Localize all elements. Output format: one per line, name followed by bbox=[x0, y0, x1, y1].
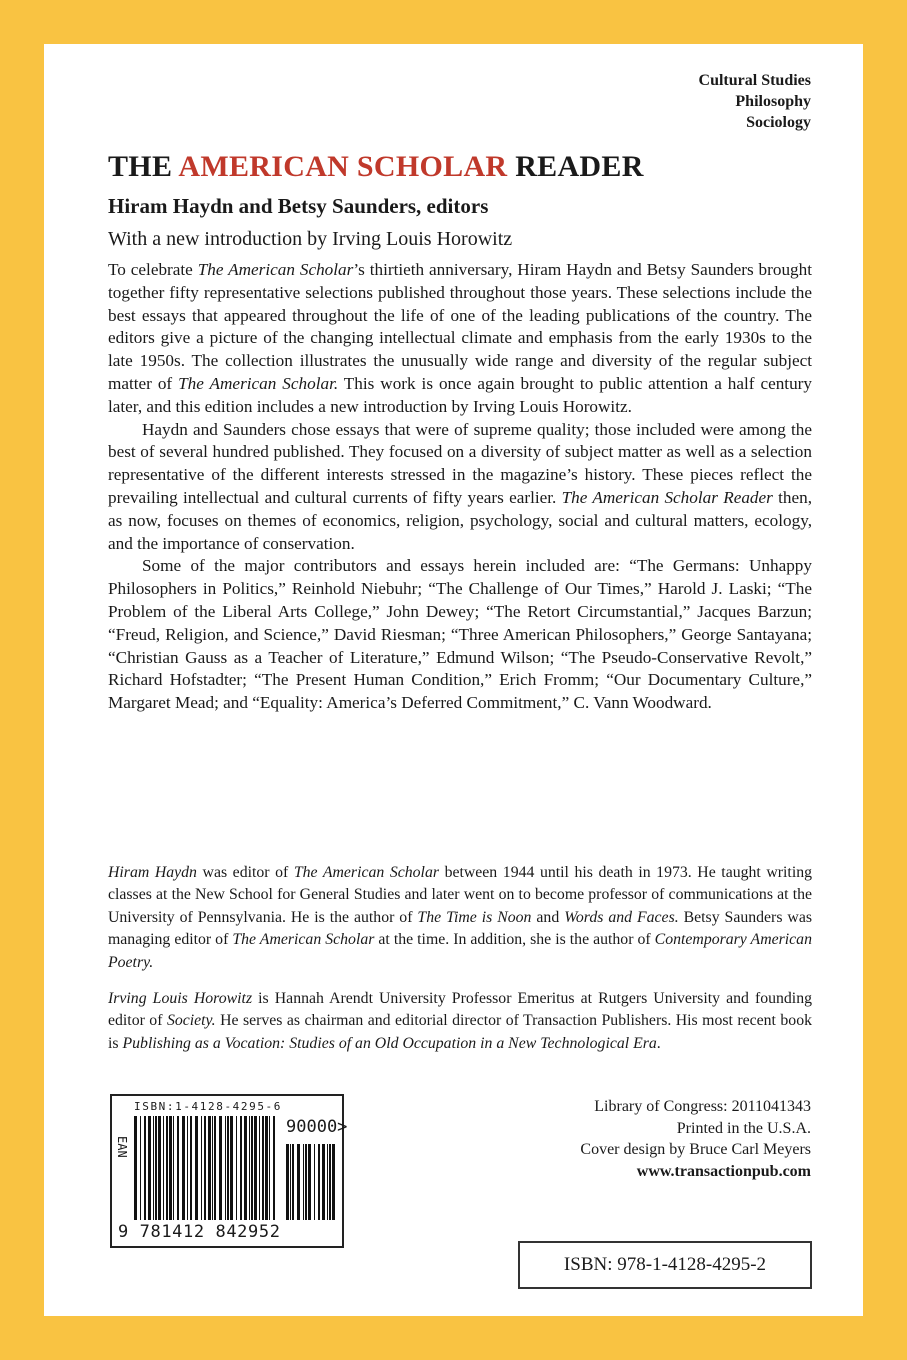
paragraph-3: Some of the major contributors and essays herein included are: “The Germans: Unhappy Philosophers in Politics,” Reinhold Niebuhr; “The Challenge of Our Times,” Harold J. Laski; “The Problem of the Liberal Arts College,” John Dewey; “The Retort Circumstantial,” Jacques Barzun; “Freud, Religion, and Science,” David Riesman; “Three American Philosophers,” George Santayana; “Christian Gauss as a Teacher of Literature,” Edmund Wilson; “The Pseudo-Conservative Revolt,” Richard Hofstadter; “The Present Human Condition,” Erich Fromm; “Our Documentary Culture,” Margaret Mead; and “Equality: America’s Deferred Commitment,” C. Vann Woodward. bbox=[108, 556, 812, 713]
publication-credits bbox=[580, 1096, 811, 1182]
barcode-bars bbox=[134, 1116, 280, 1220]
horowitz-bio: Irving Louis Horowitz is Hannah Arendt University Professor Emeritus at Rutgers University and founding editor of Society. He serves as chairman and editorial director of Transaction Publishers. His most recent book is Publishing as a Vocation: Studies of an Old Occupation in a New Technological Era. bbox=[108, 990, 812, 1052]
back-cover bbox=[44, 44, 863, 1316]
barcode-addon-bars bbox=[286, 1144, 336, 1220]
cover-design: Cover design by Bruce Carl Meyers bbox=[580, 1141, 811, 1158]
barcode bbox=[110, 1094, 348, 1248]
description bbox=[108, 259, 812, 715]
book-title bbox=[108, 150, 644, 184]
introduction-line: With a new introduction by Irving Louis Horowitz bbox=[108, 228, 513, 250]
editors-line: Hiram Haydn and Betsy Saunders, editors bbox=[108, 194, 489, 218]
printed-in: Printed in the U.S.A. bbox=[676, 1119, 811, 1137]
publisher-url: www.transactionpub.com bbox=[636, 1162, 811, 1180]
paragraph-2: Haydn and Saunders chose essays that were of supreme quality; those included were among the best of several hundred published. They focused on a diversity of subject matter as well as a selection representative of the different interests stressed in the magazine’s history. These pieces reflect the prevailing intellectual and cultural currents of fifty years earlier. The American Scholar Reader then, as now, focuses on themes of economics, religion, psychology, social and cultural matters, ecology, and the importance of conservation. bbox=[108, 419, 813, 553]
paragraph-1: To celebrate The American Scholar’s thirtieth anniversary, Hiram Haydn and Betsy Saunders brought together fifty representative selections published throughout those years. These selections include the best essays that appeared throughout the life of one of the leading publications of the country. The editors give a picture of the changing intellectual climate and emphasis from the early 1930s to the late 1950s. The collection illustrates the unusually wide range and diversity of the regular subject matter of The American Scholar. This work is once again brought to public attention a half century later, and this edition includes a new introduction by Irving Louis Horowitz. bbox=[108, 260, 813, 416]
subject-categories bbox=[699, 70, 811, 133]
barcode-ean-label: EAN bbox=[115, 1136, 129, 1158]
library-of-congress: Library of Congress: 2011041343 bbox=[594, 1098, 811, 1115]
subject-philosophy: Philosophy bbox=[735, 93, 811, 110]
barcode-isbn: ISBN:1-4128-4295-6 bbox=[134, 1100, 283, 1113]
barcode-number: 9 781412 842952 bbox=[118, 1222, 281, 1242]
title-prefix: THE bbox=[108, 150, 179, 183]
subject-cultural-studies: Cultural Studies bbox=[698, 72, 811, 89]
title-suffix: READER bbox=[507, 150, 644, 183]
subject-sociology: Sociology bbox=[746, 114, 811, 131]
title-accent: AMERICAN SCHOLAR bbox=[178, 150, 508, 183]
isbn-box: ISBN: 978-1-4128-4295-2 bbox=[518, 1241, 812, 1289]
editors-bio: Hiram Haydn was editor of The American Scholar between 1944 until his death in 1973. He taught writing classes at the New School for General Studies and later went on to become professor of communications at the University of Pennsylvania. He is the author of The Time is Noon and Words and Faces. Betsy Saunders was managing editor of The American Scholar at the time. In addition, she is the author of Contemporary American Poetry. bbox=[108, 864, 813, 971]
barcode-price-code: 90000> bbox=[286, 1117, 348, 1137]
